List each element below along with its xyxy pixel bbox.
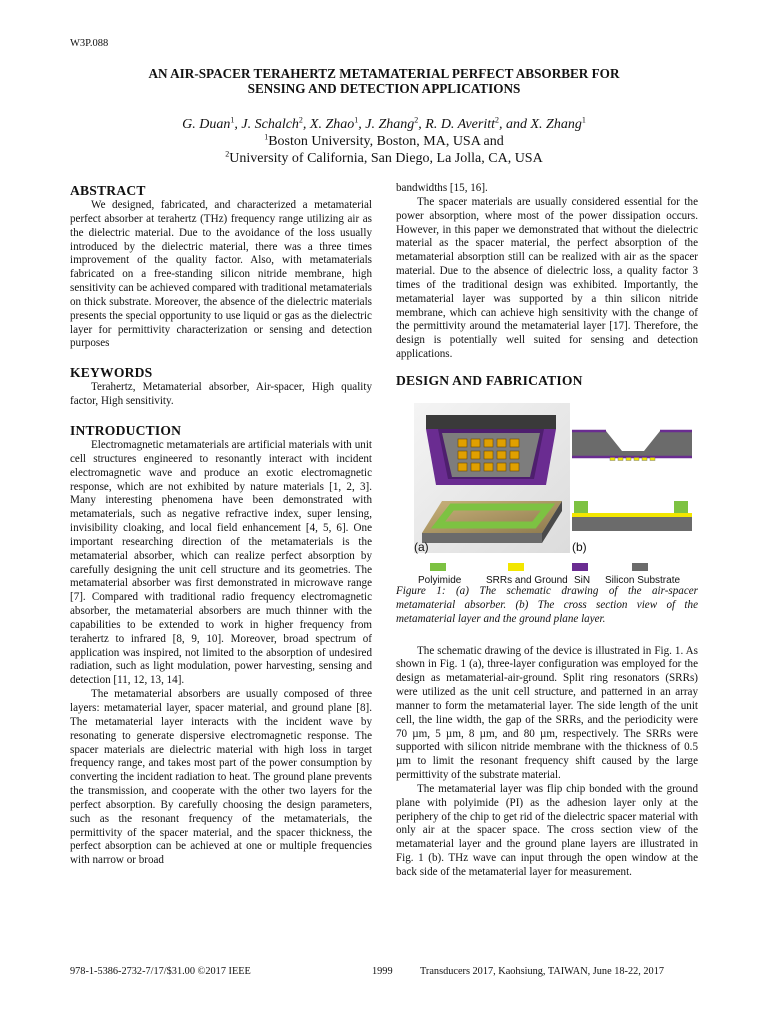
legend-label-srrs: SRRs and Ground: [486, 574, 568, 585]
cross-section-ground: [572, 501, 692, 531]
design-paragraph-2: The metamaterial layer was flip chip bonded with the ground plane with polyimide (PI) as the adhesion layer only at the periphery of the chip to get rid of the dielectric spacer material with only air at the spacer space. The cross section view of the metamaterial layer and the ground plane layers are illustrated in Fig. 1 (b). THz wave can input through the open window at the back side of the metamaterial layer for measurement.: [396, 782, 698, 878]
cross-section-metamaterial: [572, 431, 692, 461]
figure-label-a: (a): [414, 539, 429, 554]
author-list: [60, 116, 708, 133]
author-name: G. Duan: [182, 117, 231, 132]
design-paragraph-1: The schematic drawing of the device is illustrated in Fig. 1. As shown in Fig. 1 (a), three-layer configuration was employed for the design as metamaterial-air-ground. Split ring resonators (SRRs) were utilized as the unit cell structure, and patterned in an array manner to form the metamaterial layer. The side length of the unit cell, the line width, the gap of the SRRs, and the periodicity were 70 µm, 5 µm, 8 µm, and 80 µm, respectively. The SRRs were supported with silicon nitride membrane with the thickness of 0.5 µm to limit the resonant frequency shift caused by the large permittivity of the substrate material.: [396, 644, 698, 782]
affiliation-mark: 2: [414, 115, 419, 125]
introduction-paragraph-2: The metamaterial absorbers are usually composed of three layers: metamaterial layer, spacer material, and ground plane [8]. The metamaterial layer interacts with the incident wave by resonating to generate dispersive electromagnetic response. The spacer materials are dielectric material with high loss in target frequency range, and takes most part of the power consumption by converting the incident radiation to heat. The ground plane prevents the transmission, and cooperate with the other two layers for the perfect absorption. By carefully choosing the design parameters, such as the resonant frequency of the metamaterials, the permittivity of the spacer material, and the spacer thickness, the perfect absorption can be achieved at one or multiple frequencies with narrow or broad: [70, 688, 372, 867]
introduction-paragraph-1: Electromagnetic metamaterials are artificial materials with unit cell structures engineered to resonantly interact with incident electromagnetic wave and produce an exotic electromagnetic response, which are not exhibited by nature materials [1, 2, 3]. Many interesting phenomena have been demonstrated with metamaterials, such as negative refractive index, super lensing, invisibility cloaking, and local field enhancement [4, 5, 6]. One important researching direction of the metamaterials is the metamaterial absorber, which can realize perfect absorption by carefully designing the unit cell structure and its geometries. The metamaterial absorber was first demonstrated in microwave range [7]. Compared with traditional radio frequency electromagnetic absorber, the metamaterial absorbers are much thinner with the capabilities to be extended to work in higher frequency from terahertz to infrared [8, 9, 10]. Moreover, broad spectrum of application was inspired, not limited to the absorption of undesired radiation, such as light modulation, power harvesting, sensing and detection [11, 12, 13, 14].: [70, 438, 372, 687]
legend-swatch-polyimide: [430, 563, 446, 571]
affiliation-mark: 1: [581, 115, 586, 125]
author-name: X. Zhang: [530, 117, 582, 132]
title-line-2: SENSING AND DETECTION APPLICATIONS: [247, 81, 521, 96]
abstract-text: We designed, fabricated, and characterized a metamaterial perfect absorber at terahertz (THz) frequency range utilizing air as the dielectric material. Due to the avoidance of the loss usually introduced by the dielectric material, there was a three times improvement of the quality factor. Also, with metamaterials fabricated on a free-standing silicon nitride membrane, high sensitivity can be achieved compared with traditional metamaterials on thick substrate. Moreover, the absence of the dielectric materials presents the special opportunity to use liquid or gas as the dielectric layer for permittivity characterization or sensing and detection purposes: [70, 199, 372, 350]
introduction-heading: INTRODUCTION: [70, 422, 182, 438]
legend-label-substrate: Silicon Substrate: [605, 574, 681, 585]
author-name: R. D. Averitt: [425, 117, 495, 132]
ground-plane-drawing: [422, 501, 562, 543]
legend-swatch-sin: [572, 563, 588, 571]
spacer-paragraph: The spacer materials are usually considered essential for the power absorption, where most of the power dissipation occurs. However, in this paper we demonstrated that without the dielectric material as the spacer material, the perfect absorption of the metamaterial absorption still can be realized with air as the spacer material. Due to the absence of dielectric loss, a quality factor 3 times of the traditional design was exhibited. Importantly, the metamaterial layer was supported by a thin silicon nitride membrane, which can achieve high sensitivity with the change of the permittivity around the metamaterial layer [17]. Therefore, the design is potentially well suited for sensing and detection applications.: [396, 195, 698, 361]
right-column: [396, 182, 698, 880]
keywords-text: Terahertz, Metamaterial absorber, Air-spacer, High quality factor, High sensitivity.: [70, 381, 372, 408]
affiliation-text: University of California, San Diego, La Jolla, CA, USA: [229, 151, 543, 166]
figure-caption: Figure 1: (a) The schematic drawing of the air-spacer metamaterial absorber. (b) The cross section view of the metamaterial layer and the ground plane layer.: [396, 584, 698, 625]
affiliation-mark: 2: [298, 115, 303, 125]
author-separator: ,: [234, 117, 242, 132]
continued-paragraph: bandwidths [15, 16].: [396, 182, 488, 194]
footer-page-number: 1999: [372, 966, 393, 977]
author-name: X. Zhao: [309, 117, 355, 132]
title-line-1: AN AIR-SPACER TERAHERTZ METAMATERIAL PERFECT ABSORBER FOR: [148, 66, 620, 81]
author-name: J. Zhang: [365, 117, 415, 132]
footer-conference: Transducers 2017, Kaohsiung, TAIWAN, June 18-22, 2017: [420, 966, 664, 977]
keywords-heading: KEYWORDS: [70, 365, 153, 381]
figure-1: [396, 393, 698, 585]
metamaterial-chip-drawing: [426, 415, 556, 485]
affiliation-mark: 1: [230, 115, 235, 125]
legend-label-sin: SiN: [574, 574, 591, 585]
legend-swatch-substrate: [632, 563, 648, 571]
affiliation-mark: 2: [495, 115, 499, 125]
affiliation-mark: 1: [354, 115, 359, 125]
design-heading: DESIGN AND FABRICATION: [396, 372, 583, 388]
affiliation-number: 2: [225, 149, 230, 159]
figure-legend: [418, 563, 680, 585]
author-separator: ,: [418, 117, 426, 132]
author-name: J. Schalch: [241, 117, 299, 132]
legend-label-polyimide: Polyimide: [418, 574, 462, 585]
paper-title: [60, 66, 708, 96]
footer-isbn: 978-1-5386-2732-7/17/$31.00 ©2017 IEEE: [70, 966, 251, 977]
abstract-heading: ABSTRACT: [70, 183, 146, 198]
left-column: [70, 182, 372, 868]
paper-code: W3P.088: [70, 38, 109, 49]
affiliation-2: [60, 150, 708, 167]
affiliation-text: Boston University, Boston, MA, USA and: [268, 134, 504, 149]
author-separator: , and: [499, 117, 531, 132]
affiliation-1: [60, 133, 708, 150]
author-block: [60, 116, 708, 167]
affiliation-number: 1: [264, 132, 269, 142]
author-separator: ,: [302, 117, 310, 132]
legend-swatch-srrs: [508, 563, 524, 571]
figure-1-drawing: [396, 393, 698, 585]
figure-label-b: (b): [572, 539, 587, 554]
author-separator: ,: [358, 117, 366, 132]
